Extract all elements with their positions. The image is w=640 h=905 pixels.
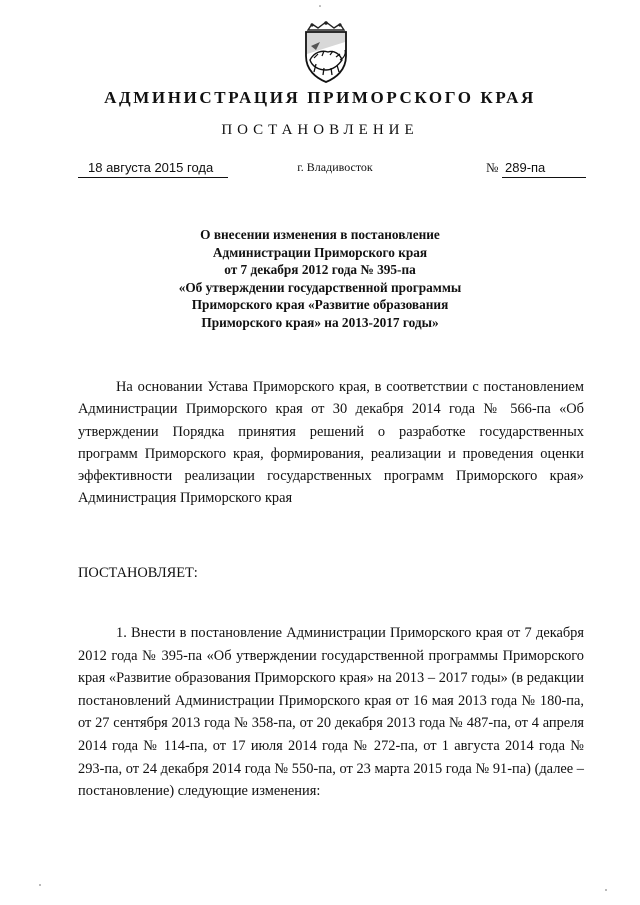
resolves-heading: ПОСТАНОВЛЯЕТ: xyxy=(78,565,198,581)
number-sign: № xyxy=(486,160,499,175)
document-type: ПОСТАНОВЛЕНИЕ xyxy=(221,122,419,138)
document-city: г. Владивосток xyxy=(297,160,373,174)
document-number-value: 289-па xyxy=(505,160,546,175)
title-line: О внесении изменения в постановление xyxy=(200,227,440,242)
document-date xyxy=(78,160,228,176)
title-line: «Об утверждении государственной программы xyxy=(178,279,462,295)
organization-name: АДМИНИСТРАЦИЯ ПРИМОРСКОГО КРАЯ xyxy=(104,88,536,107)
date-underline xyxy=(78,177,228,178)
title-line: Приморского края» на 2013-2017 годы» xyxy=(201,314,439,330)
title-line: Приморского края «Развитие образования xyxy=(191,297,449,313)
document-meta xyxy=(0,160,640,180)
preamble-paragraph: На основании Устава Приморского края, в соответствии с постановлением Администрации Приморского края от 30 декабря 2014 года № 566-па «Об утверждении Порядка принятия решений о разработке государственных программ Приморского края, формирования, реализации и проведения оценки эффективности реализации государственных программ Приморского края» Администрация Приморского края xyxy=(78,379,584,507)
title-line: от 7 декабря 2012 года № 395-па xyxy=(224,262,416,278)
document-date-value: 18 августа 2015 года xyxy=(88,160,214,175)
clause-1-paragraph: 1. Внести в постановление Администрации Приморского края от 7 декабря 2012 года № 395-па «Об утверждении государственной программы Приморского края «Развитие образования Приморского края» на 2013 – 2017 годы» (в редакции постановлений Администрации Приморского края от 16 мая 2013 года № 180-па, от 27 сентября 2013 года № 358-па, от 20 декабря 2013 года № 487-па, от 4 апреля 2014 года № 114-па, от 17 июля 2014 года № 272-па, от 1 августа 2014 года № 293-па, от 24 декабря 2014 года № 550-па, от 23 марта 2015 года № 91-па) (далее – постановление) следующие изменения: xyxy=(78,625,584,800)
document-number xyxy=(486,160,586,176)
title-line: Администрации Приморского края xyxy=(212,244,428,260)
coat-of-arms-emblem xyxy=(298,20,354,84)
number-underline xyxy=(502,177,586,178)
document-title xyxy=(120,226,520,332)
